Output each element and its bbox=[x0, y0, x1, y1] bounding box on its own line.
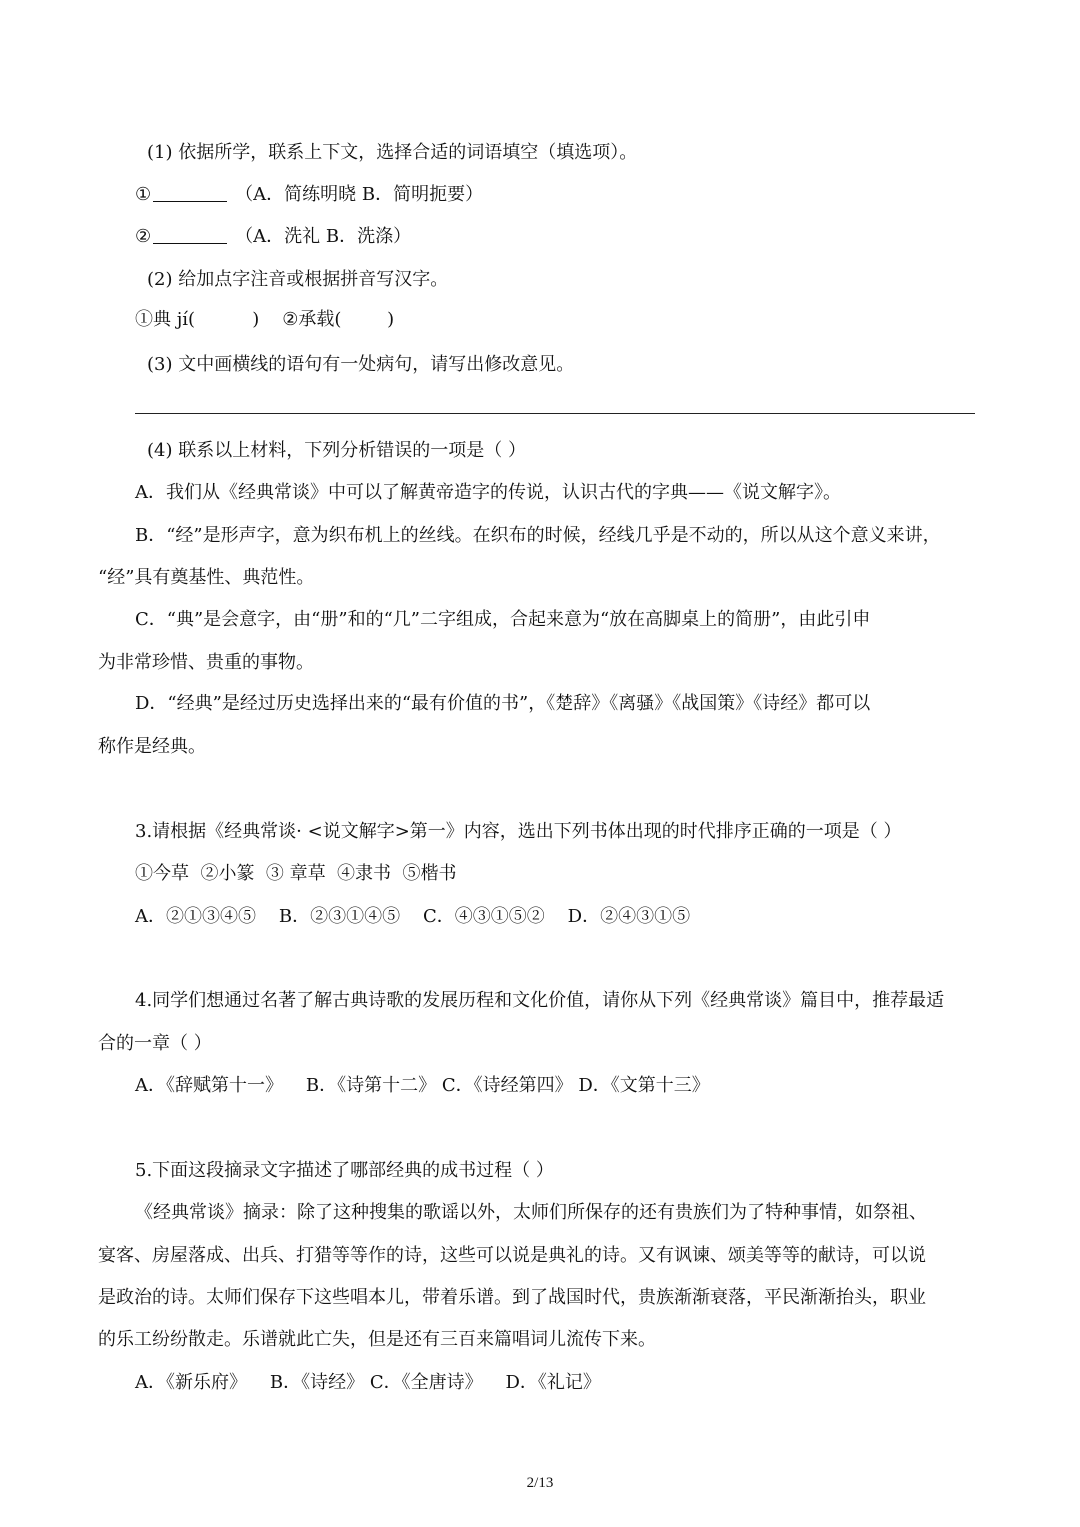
fill-blank-1[interactable] bbox=[153, 183, 227, 202]
q2-sub2-prompt: (2) 给加点字注音或根据拼音写汉字。 bbox=[147, 269, 449, 290]
q5-excerpt-line2: 宴客、房屋落成、出兵、打猎等等作的诗，这些可以说是典礼的诗。又有讽谏、颂美等等的献诗，可以说 bbox=[98, 1245, 926, 1266]
q4-options: A．《辞赋第十一》 B．《诗第十二》 C．《诗经第四》 D．《文第十三》 bbox=[135, 1075, 710, 1096]
q2-sub4-prompt: (4) 联系以上材料，下列分析错误的一项是（ ） bbox=[147, 440, 526, 461]
q5-excerpt-line4: 的乐工纷纷散走。乐谱就此亡失，但是还有三百来篇唱词儿流传下来。 bbox=[98, 1329, 656, 1350]
q2-option-a: A．我们从《经典常谈》中可以了解黄帝造字的传说，认识古代的字典——《说文解字》。 bbox=[135, 482, 841, 503]
item-number: ② bbox=[135, 226, 152, 247]
q2-option-c-line2: 为非常珍惜、贵重的事物。 bbox=[98, 652, 314, 673]
q3-items: ①今草 ②小篆 ③ 章草 ④隶书 ⑤楷书 bbox=[135, 863, 457, 884]
q3-stem: 3.请根据《经典常谈· <说文解字>第一》内容，选出下列书体出现的时代排序正确的一项是（ ） bbox=[135, 821, 902, 842]
q5-excerpt-line1: 《经典常谈》摘录：除了这种搜集的歌谣以外，太师们所保存的还有贵族们为了特种事情，如祭祖、 bbox=[135, 1202, 927, 1223]
q2-sub2-items: ①典 jí( ) ②承载( ) bbox=[135, 309, 395, 330]
q2-sub1-item1 bbox=[135, 183, 1025, 207]
item-options: （A．洗礼 B．洗涤） bbox=[235, 226, 412, 247]
q2-option-c-line1: C．“典”是会意字，由“册”和的“几”二字组成，合起来意为“放在高脚桌上的简册”，由此引申 bbox=[135, 609, 871, 630]
item-options: （A．简练明晓 B．简明扼要） bbox=[235, 184, 484, 205]
q5-stem: 5.下面这段摘录文字描述了哪部经典的成书过程（ ） bbox=[135, 1160, 554, 1181]
page-number: 2/13 bbox=[526, 1475, 554, 1491]
q2-option-b-line2: “经”具有奠基性、典范性。 bbox=[98, 567, 315, 588]
q5-excerpt-line3: 是政治的诗。太师们保存下这些唱本儿，带着乐谱。到了战国时代，贵族渐渐衰落，平民渐渐抬头，职业 bbox=[98, 1287, 926, 1308]
q3-options: A．②①③④⑤ B．②③①④⑤ C．④③①⑤② D．②④③①⑤ bbox=[135, 906, 691, 927]
q2-option-d-line2: 称作是经典。 bbox=[98, 736, 206, 757]
q2-sub1-prompt: (1) 依据所学，联系上下文，选择合适的词语填空（填选项）。 bbox=[147, 142, 638, 163]
answer-line[interactable] bbox=[135, 413, 975, 414]
q4-stem-line1: 4.同学们想通过名著了解古典诗歌的发展历程和文化价值，请你从下列《经典常谈》篇目中，推荐最适 bbox=[135, 990, 945, 1011]
q2-sub3-prompt: (3) 文中画横线的语句有一处病句，请写出修改意见。 bbox=[147, 354, 575, 375]
q2-option-d-line1: D．“经典”是经过历史选择出来的“最有价值的书”，《楚辞》《离骚》《战国策》《诗经》都可以 bbox=[135, 693, 871, 714]
item-number: ① bbox=[135, 184, 152, 205]
q2-option-b-line1: B．“经”是形声字，意为织布机上的丝线。在织布的时候，经线几乎是不动的，所以从这个意义来讲， bbox=[135, 525, 941, 546]
fill-blank-2[interactable] bbox=[153, 225, 227, 244]
q4-stem-line2: 合的一章（ ） bbox=[98, 1033, 212, 1054]
q5-options: A．《新乐府》 B．《诗经》 C．《全唐诗》 D．《礼记》 bbox=[135, 1372, 601, 1393]
q2-sub1-item2 bbox=[135, 225, 1025, 249]
